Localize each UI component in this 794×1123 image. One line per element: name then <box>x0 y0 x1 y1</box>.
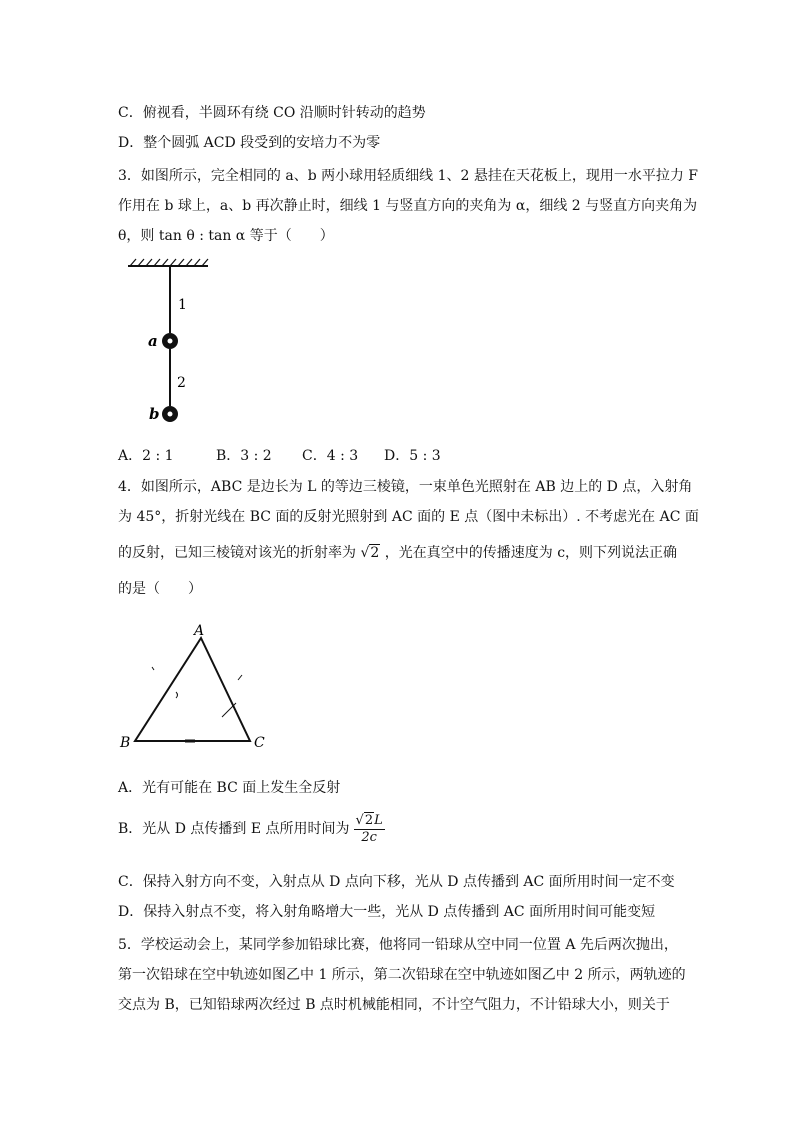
q3-stem-line3: θ，则 tan θ : tan α 等于（ ） <box>118 228 334 244</box>
ball-a-label: a <box>148 332 158 350</box>
q4-option-a: A．光有可能在 BC 面上发生全反射 <box>118 780 341 796</box>
string-1-label: 1 <box>178 297 187 313</box>
vertex-c-label: C <box>254 735 265 751</box>
q4-stem-line3: 的反射，已知三棱镜对该光的折射率为 √2 ，光在真空中的传播速度为 c，则下列说法正确 <box>118 545 678 561</box>
prism-figure <box>118 620 278 755</box>
q3-option-a: A．2 : 1 <box>118 448 174 464</box>
q3-option-d: D．5 : 3 <box>384 448 441 464</box>
q3-stem-line1: 3．如图所示，完全相同的 a、b 两小球用轻质细线 1、2 悬挂在天花板上，现用一水平拉力 F <box>118 168 698 184</box>
vertex-b-label: B <box>120 735 131 751</box>
q5-stem-line3: 交点为 B，已知铅球两次经过 B 点时机械能相同，不计空气阻力，不计铅球大小，则关于 <box>118 997 670 1013</box>
q2-option-c: C．俯视看，半圆环有绕 CO 沿顺时针转动的趋势 <box>118 105 426 121</box>
q5-stem-line2: 第一次铅球在空中轨迹如图乙中 1 所示，第二次铅球在空中轨迹如图乙中 2 所示，两轨迹的 <box>118 967 686 983</box>
q4-option-b: B．光从 D 点传播到 E 点所用时间为 $\frac{√2L}{2c}$ <box>118 812 383 845</box>
pendulum-figure <box>118 258 218 438</box>
ball-b-label: b <box>149 405 160 423</box>
q3-stem-line2: 作用在 b 球上，a、b 再次静止时，细线 1 与竖直方向的夹角为 α，细线 2 与竖直方向夹角为 <box>118 198 698 214</box>
q2-option-d: D．整个圆弧 ACD 段受到的安培力不为零 <box>118 135 381 151</box>
q3-option-b: B．3 : 2 <box>216 448 272 464</box>
q4-option-d: D．保持入射点不变，将入射角略增大一些，光从 D 点传播到 AC 面所用时间可能变短 <box>118 904 656 920</box>
q4-stem-line1: 4．如图所示，ABC 是边长为 L 的等边三棱镜，一束单色光照射在 AB 边上的 D 点，入射角 <box>118 479 693 495</box>
time-fraction: $\frac{√2L}{2c}$ <box>355 812 383 845</box>
q3-option-c: C．4 : 3 <box>302 448 359 464</box>
sqrt-2: √2 <box>360 545 380 561</box>
q3-options <box>118 446 441 466</box>
q4-stem-line2: 为 45°，折射光线在 BC 面的反射光照射到 AC 面的 E 点（图中未标出）. 不考虑光在 AC 面 <box>118 509 699 525</box>
vertex-a-label: A <box>194 623 205 639</box>
q4-option-c: C．保持入射方向不变，入射点从 D 点向下移，光从 D 点传播到 AC 面所用时间一定不变 <box>118 874 675 890</box>
q5-stem-line1: 5．学校运动会上，某同学参加铅球比赛，他将同一铅球从空中同一位置 A 先后两次抛出， <box>118 937 678 953</box>
string-2-label: 2 <box>177 375 186 391</box>
q4-stem-line4: 的是（ ） <box>118 581 202 597</box>
